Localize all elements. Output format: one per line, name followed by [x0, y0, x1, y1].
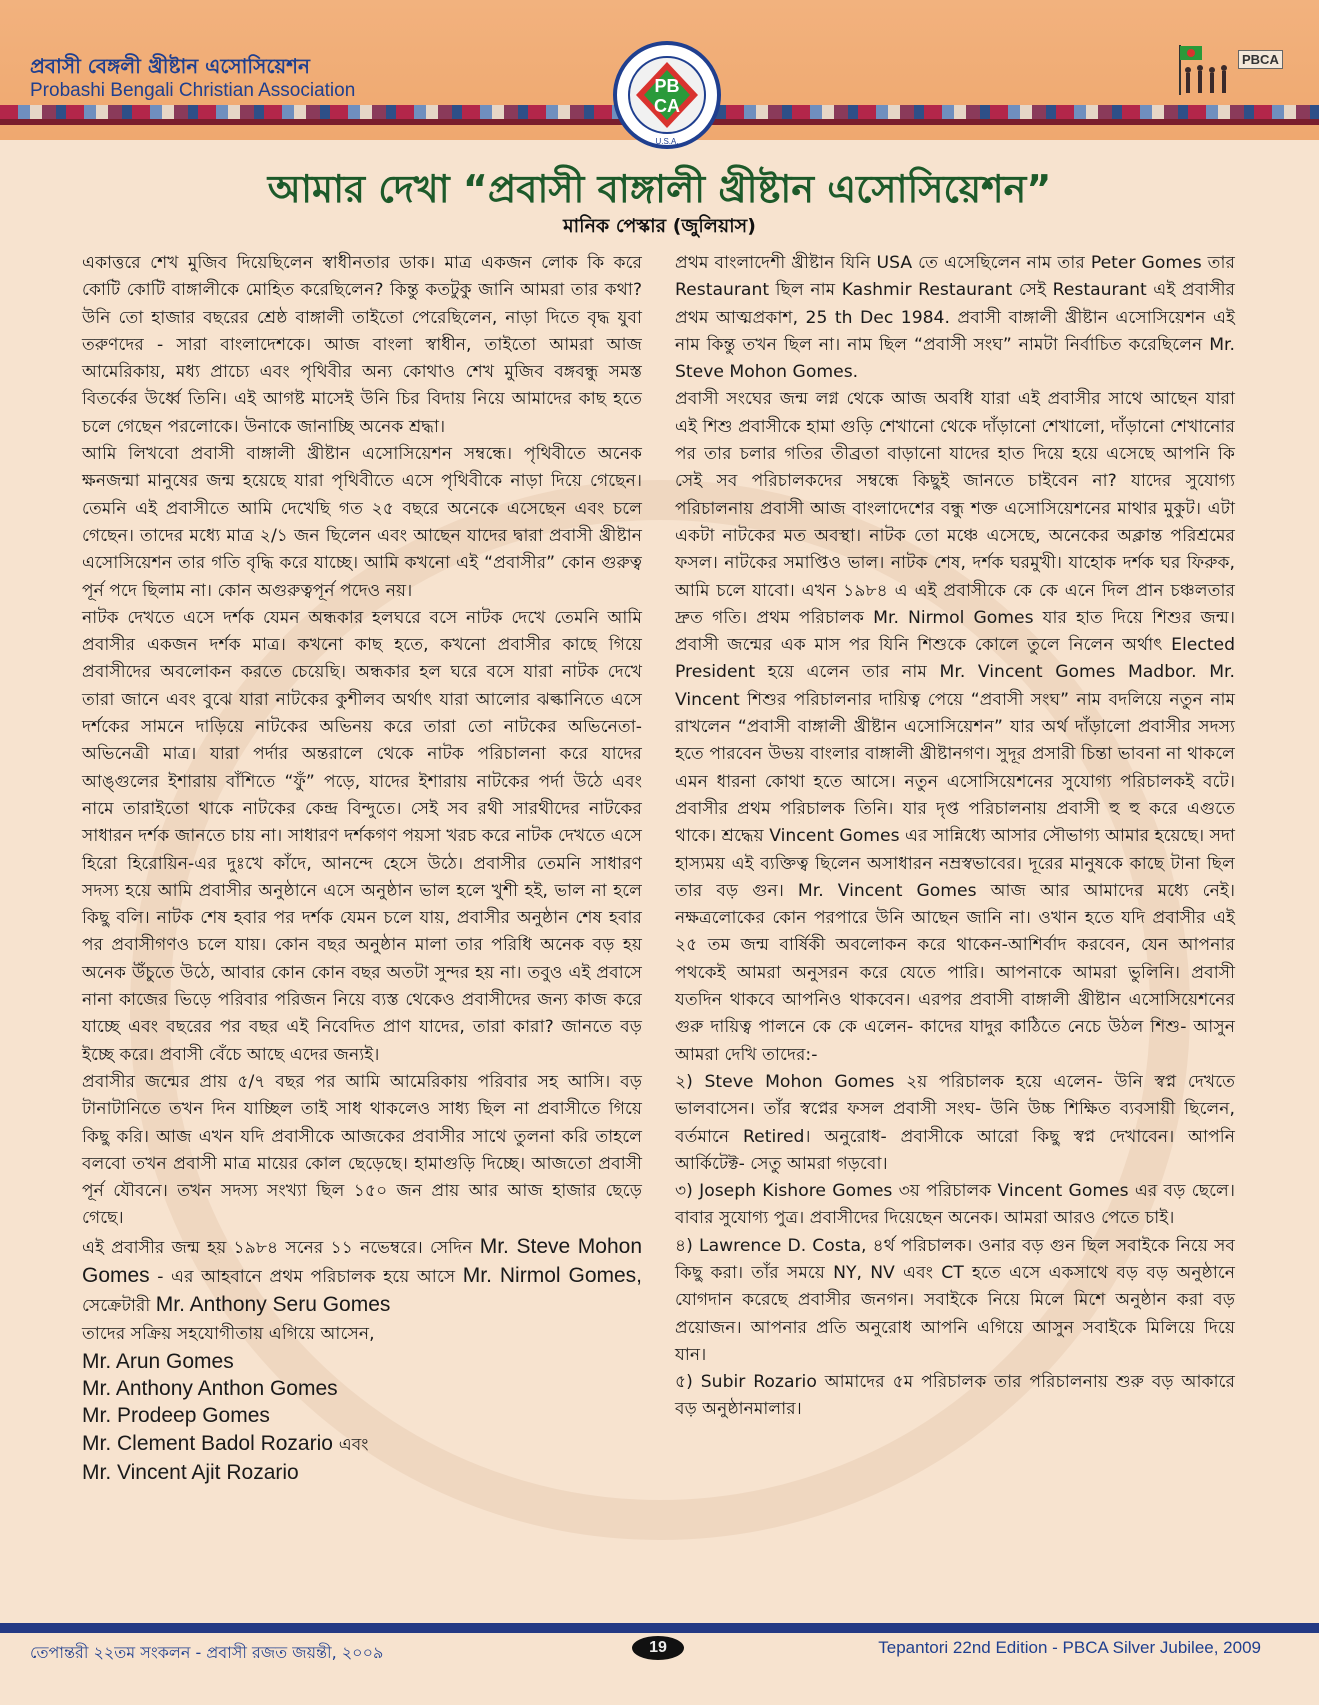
people-silhouette-icon	[1170, 40, 1290, 100]
article-author: মানিক পেস্কার (জুলিয়াস)	[563, 215, 756, 237]
founder-name-list	[82, 1348, 642, 1486]
org-name-bengali: প্রবাসী বেঙ্গলী খ্রীষ্টান এসোসিয়েশন	[30, 54, 310, 78]
paragraph: ৪) Lawrence D. Costa, ৪র্থ পরিচালক। ওনার বড় গুন ছিল সবাইকে নিয়ে সব কিছু করা। তাঁর সময়ে NY, NV এবং CT হতে এসে একসাথে বড় বড় অনুষ্ঠানে যোগদান করেছে প্রবাসীর জনগন। সবাইকে নিয়ে মিলে মিশে অনুষ্ঠান করা বড় প্রয়োজন। আপনার প্রতি অনুরোধ আপনি এগিয়ে আসুন সবাইকে মিলিয়ে দিয়ে যান।	[675, 1235, 1235, 1365]
pbca-logo	[612, 40, 722, 150]
paragraph: ২) Steve Mohon Gomes ২য় পরিচালক হয়ে এলেন- উনি স্বপ্ন দেখতে ভালবাসেন। তাঁর স্বপ্নের ফসল প্রবাসী সংঘ- উনি উচ্চ শিক্ষিত ব্যবসায়ী ছিলেন, বর্তমানে Retired। অনুরোধ- প্রবাসীকে আরো কিছু স্বপ্ন দেখাবেন। আপনি আর্কিটেক্ট- সেতু আমরা গড়বো।	[675, 1071, 1235, 1174]
paragraph: ৩) Joseph Kishore Gomes ৩য় পরিচালক Vincent Gomes এর বড় ছেলে। বাবার সুযোগ্য পুত্র। প্রবাসীদের দিয়েছেন অনেক। আমরা আরও পেতে চাই।	[675, 1181, 1235, 1229]
logo-letters-bottom: CA	[654, 96, 680, 116]
paragraph: এই প্রবাসীর জন্ম হয় ১৯৮৪ সনের ১১ নভেম্বরে। সেদিন Mr. Steve Mohon Gomes - এর আহবানে প্রথম পরিচালক হয়ে আসে Mr. Nirmol Gomes, সেক্রেটারী Mr. Anthony Seru Gomes	[82, 1234, 643, 1317]
article-title: আমার দেখা “প্রবাসী বাঙ্গালী খ্রীষ্টান এসোসিয়েশন”	[267, 167, 1052, 211]
list-item: Mr. Anthony Anthon Gomes	[82, 1377, 338, 1401]
paragraph: আমি লিখবো প্রবাসী বাঙ্গালী খ্রীষ্টান এসোসিয়েশন সম্বন্ধে। পৃথিবীতে অনেক ক্ষনজন্মা মানুষের জন্ম হয়েছে যারা পৃথিবীতে এসে পৃথিবীকে নাড়া দিয়ে গেছেন। তেমনি এই প্রবাসীতে আমি দেখেছি গত ২৫ বছরে অনেকে এসেছেন এবং চলে গেছেন। তাদের মধ্যে মাত্র ২/১ জন ছিলেন এবং আছেন যাদের দ্বারা প্রবাসী খ্রীষ্টান এসোসিয়েশন তার গতি বৃদ্ধি করে যাচ্ছে। আমি কখনো এই “প্রবাসীর” কোন গুরুত্ব পূর্ন পদে ছিলাম না। কোন অগুরুত্বপূর্ন পদেও নয়।	[82, 444, 642, 601]
footer-left-text: তেপান্তরী ২২তম সংকলন - প্রবাসী রজত জয়ন্তী, ২০০৯	[30, 1643, 384, 1662]
pbca-tag: PBCA	[1238, 50, 1283, 69]
list-item: Mr. Vincent Ajit Rozario	[82, 1461, 299, 1485]
left-column	[82, 250, 642, 1486]
footer-bar	[0, 1623, 1319, 1633]
paragraph: একাত্তরে শেখ মুজিব দিয়েছিলেন স্বাধীনতার ডাক। মাত্র একজন লোক কি করে কোটি কোটি বাঙ্গালীকে মোহিত করেছিলেন? কিন্তু কতটুকু জানি আমরা তার কথা? উনি তো হাজার বছরের শ্রেষ্ঠ বাঙ্গালী তাইতো পেরেছিলেন, নাড়া দিতে বৃদ্ধ যুবা তরুণদের - সারা বাংলাদেশকে। আজ বাংলা স্বাধীন, তাইতো আমরা আজ আমেরিকায়, মধ্য প্রাচ্যে এবং পৃথিবীর অন্য কোথাও শেখ মুজিব বঙ্গবন্ধু সমস্ত বিতর্কের উর্ধ্বে তিনি। এই আগষ্ট মাসেই উনি চির বিদায় নিয়ে আমাদের কাছ হতে চলে গেছেন পরলোকে। উনাকে জানাচ্ছি অনেক শ্রদ্ধা।	[82, 253, 642, 437]
list-item: Mr. Clement Badol Rozario এবং	[82, 1431, 369, 1455]
right-column	[675, 250, 1235, 1424]
list-item: Mr. Prodeep Gomes	[82, 1404, 270, 1428]
footer-right-text: Tepantori 22nd Edition - PBCA Silver Jubilee, 2009	[878, 1638, 1261, 1657]
page-number: 19	[632, 1636, 684, 1660]
paragraph: ৫) Subir Rozario আমাদের ৫ম পরিচালক তার পরিচালনায় শুরু বড় আকারে বড় অনুষ্ঠানমালার।	[675, 1372, 1235, 1420]
paragraph: প্রবাসীর জন্মের প্রায় ৫/৭ বছর পর আমি আমেরিকায় পরিবার সহ আসি। বড় টানাটানিতে তখন দিন যাচ্ছিল তাই সাধ থাকলেও সাধ্য ছিল না প্রবাসীতে গিয়ে কিছু করি। আজ এখন যদি প্রবাসীকে আজকের প্রবাসীর সাথে তুলনা করি তাহলে বলবো তখন প্রবাসী মাত্র মায়ের কোল ছেড়েছে। হামাগুড়ি দিচ্ছে। আজতো প্রবাসী পূর্ন যৌবনে। তখন সদস্য সংখ্যা ছিল ১৫০ জন প্রায় আর আজ হাজার ছেড়ে গেছে।	[82, 1071, 642, 1229]
logo-letters-top: PB	[654, 76, 680, 96]
helpers-intro: তাদের সক্রিয় সহযোগীতায় এগিয়ে আসেন,	[82, 1323, 375, 1344]
logo-country: U.S.A.	[655, 137, 679, 146]
paragraph: প্রবাসী সংঘের জন্ম লগ্ন থেকে আজ অবধি যারা এই প্রবাসীর সাথে আছেন যারা এই শিশু প্রবাসীকে হামা গুড়ি শেখানো থেকে দাঁড়ানো শেখালো, দাঁড়ানো শেখানোর পর তার চলার গতির তীব্রতা বাড়ানো যাদের হাত দিয়ে হয়ে এসেছে আপনি কি সেই সব পরিচালকদের সম্বন্ধে কিছুই জানতে চাইবেন না? যাদের সুযোগ্য পরিচালনায় প্রবাসী আজ বাংলাদেশের বন্ধু শক্ত এসোসিয়েশনের মাথার মুকুট। এটা একটা নাটকের মত অবস্থা। নাটক তো মঞ্চে এসেছে, অনেকের অক্লান্ত পরিশ্রমের ফসল। নাটকের সমাপ্তিও ভাল। নাটক শেষ, দর্শক ঘরমুখী। যাহোক দর্শক ঘর ফিরুক, আমি চলে যাবো। এখন ১৯৮৪ এ এই প্রবাসীকে কে কে এনে দিল প্রান চঞ্চলতার দ্রুত গতি। প্রথম পরিচালক Mr. Nirmol Gomes যার হাত দিয়ে শিশুর জন্ম। প্রবাসী জন্মের এক মাস পর যিনি শিশুকে কোলে তুলে নিলেন অর্থাৎ Elected President হয়ে এলেন তার নাম Mr. Vincent Gomes Madbor. Mr. Vincent শিশুর পরিচালনার দায়িত্ব পেয়ে “প্রবাসী সংঘ” নাম বদলিয়ে নতুন নাম রাখলেন “প্রবাসী বাঙ্গালী খ্রীষ্টান এসোসিয়েশন” যার অর্থ দাঁড়ালো প্রবাসীর সদস্য হতে পারবেন উভয় বাংলার বাঙ্গালী খ্রীষ্টানগণ। সুদূর প্রসারী চিন্তা ভাবনা না থাকলে এমন ধারনা কোথা হতে আসে। নতুন এসোসিয়েশনের সুযোগ্য পরিচালকই বটে। প্রবাসীর প্রথম পরিচালক তিনি। যার দৃপ্ত পরিচালনায় প্রবাসী হু হু করে এগুতে থাকে। শ্রদ্ধেয় Vincent Gomes এর সান্নিধ্যে আসার সৌভাগ্য আমার হয়েছে। সদা হাস্যময় এই ব্যক্তিত্ব ছিলেন অসাধারন নম্রস্বভাবের। দূরের মানুষকে কাছে টানা ছিল তার বড় গুন। Mr. Vincent Gomes আজ আর আমাদের মধ্যে নেই। নক্ষত্রলোকের কোন পরপারে উনি আছেন জানি না। ওখান হতে যদি প্রবাসীর এই ২৫ তম জন্ম বার্ষিকী অবলোকন করে থাকেন-আশির্বাদ করবেন, যেন আপনার পথকেই আমরা অনুসরন করে যেতে পারি। আপনাকে আমরা ভুলিনি। প্রবাসী যতদিন থাকবে আপনিও থাকবেন। এরপর প্রবাসী বাঙ্গালী খ্রীষ্টান এসোসিয়েশনের গুরু দায়িত্ব পালনে কে কে এলেন- কাদের যাদুর কাঠিতে নেচে উঠল শিশু- আসুন আমরা দেখি তাদের:-	[675, 389, 1235, 1065]
paragraph: নাটক দেখতে এসে দর্শক যেমন অন্ধকার হলঘরে বসে নাটক দেখে তেমনি আমি প্রবাসীর একজন দর্শক মাত্র। কখনো কাছ হতে, কখনো প্রবাসীর কাছে গিয়ে প্রবাসীদের অবলোকন করতে চেয়েছি। অন্ধকার হল ঘরে বসে যারা নাটক দেখে তারা জানে এবং বুঝে যারা নাটকের কুশীলব অর্থাৎ যারা আলোর ঝল্কানিতে এসে দর্শকের সামনে দাড়িয়ে নাটকের অভিনয় করে তারা তো নাটকের অভিনেতা-অভিনেত্রী মাত্র। যারা পর্দার অন্তরালে থেকে নাটক পরিচালনা করে যাদের আঙ্গুলের ইশারায় বাঁশিতে “ফুঁ” পড়ে, যাদের ইশারায় নাটকের পর্দা উঠে এবং নামে তারাইতো থাকে নাটকের কেন্দ্র বিন্দুতে। সেই সব রথী সারথীদের নাটকের সাধারন দর্শক জানতে চায় না। সাধারণ দর্শকগণ পয়সা খরচ করে নাটক দেখতে এসে হিরো হিরোয়িন-এর দুঃখে কাঁদে, আনন্দে হেসে উঠে। প্রবাসীর তেমনি সাধারণ সদস্য হয়ে আমি প্রবাসীর অনুষ্ঠানে এসে অনুষ্ঠান ভাল হলে খুশী হই, ভাল না হলে কিছু বলি। নাটক শেষ হবার পর দর্শক যেমন চলে যায়, প্রবাসীর অনুষ্ঠান শেষ হবার পর প্রবাসীগণও চলে যায়। কোন বছর অনুষ্ঠান মালা তার পরিধি অনেক বড় হয় অনেক উঁচুতে উঠে, আবার কোন কোন বছর অতটা সুন্দর হয় না। তবুও এই প্রবাসে নানা কাজের ভিড়ে পরিবার পরিজন নিয়ে ব্যস্ত থেকেও প্রবাসীদের জন্য কাজ করে যাচ্ছে এবং বছরের পর বছর এই নিবেদিত প্রাণ যাদের, তারা কারা? জানতে বড় ইচ্ছে করে। প্রবাসী বেঁচে আছে এদের জন্যই।	[82, 607, 642, 1065]
list-item: Mr. Arun Gomes	[82, 1349, 234, 1373]
paragraph: প্রথম বাংলাদেশী খ্রীষ্টান যিনি USA তে এসেছিলেন নাম তার Peter Gomes তার Restaurant ছিল নাম Kashmir Restaurant সেই Restaurant এই প্রবাসীর প্রথম আত্মপ্রকাশ, 25 th Dec 1984. প্রবাসী বাঙ্গালী খ্রীষ্টান এসোসিয়েশন এই নাম কিন্তু তখন ছিল না। নাম ছিল “প্রবাসী সংঘ” নামটা নির্বাচিত করেছিলেন Mr. Steve Mohon Gomes.	[675, 253, 1235, 383]
org-name-english: Probashi Bengali Christian Association	[30, 80, 356, 101]
